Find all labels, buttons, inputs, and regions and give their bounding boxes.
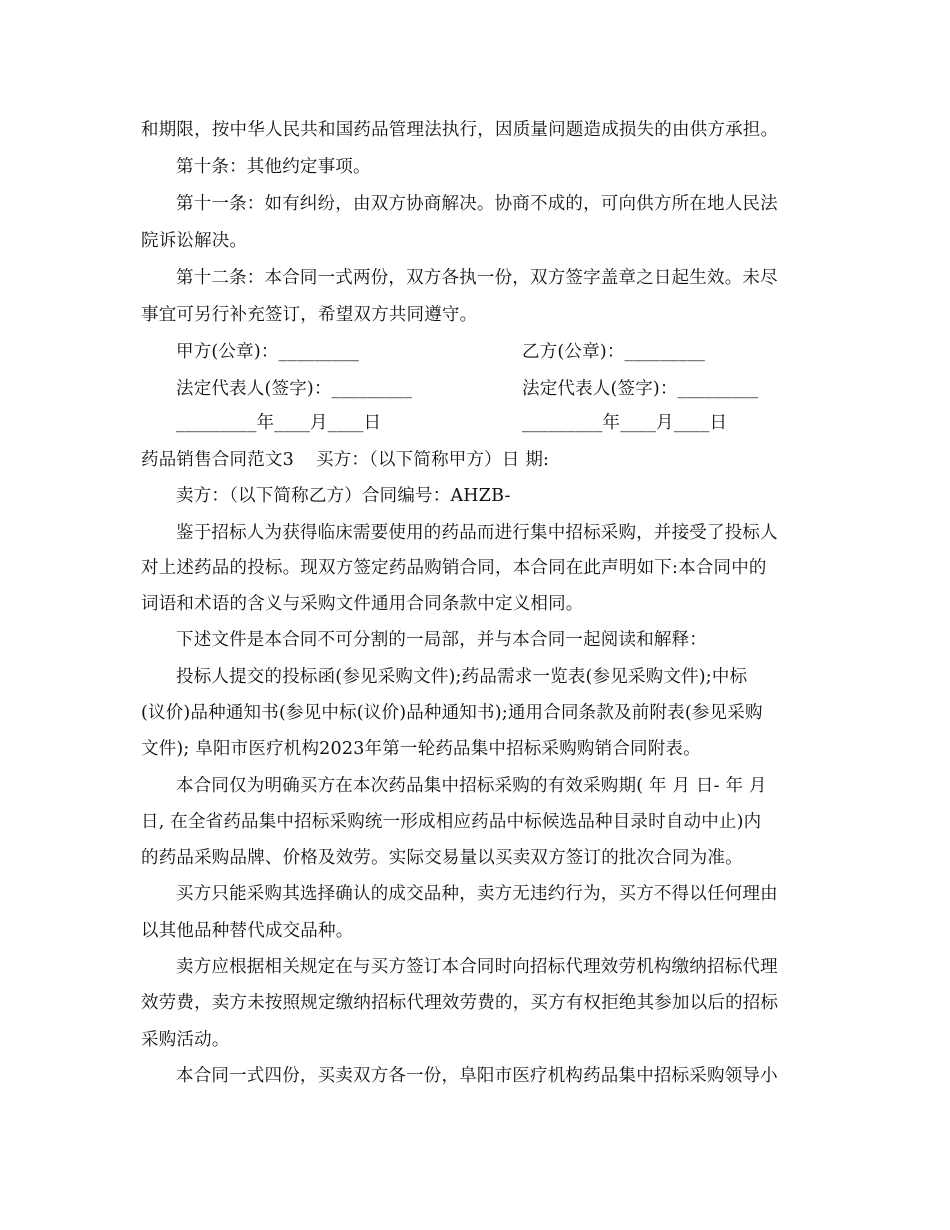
body-line: 买方只能采购其选择确认的成交品种，卖方无违约行为，买方不得以任何理由 xyxy=(176,884,778,904)
body-line: 本合同一式四份，买卖双方各一份，阜阳市医疗机构药品集中招标采购领导小 xyxy=(176,1066,778,1086)
body-line: 投标人提交的投标函(参见采购文件);药品需求一览表(参见采购文件);中标 xyxy=(176,667,748,687)
body-line: (议价)品种通知书(参见中标(议价)品种通知书);通用合同条款及前附表(参见采购 xyxy=(141,703,763,723)
section-3-title: 药品销售合同范文3 xyxy=(141,450,294,470)
body-line: 本合同仅为明确买方在本次药品集中招标采购的有效采购期( 年 月 日- 年 月 xyxy=(176,776,767,796)
party-a-seal: 甲方(公章)：_________ xyxy=(176,342,360,362)
body-line: 卖方应根据相关规定在与买方签订本合同时向招标代理效劳机构缴纳招标代理 xyxy=(176,957,778,977)
party-b-date: _________年____月____日 xyxy=(522,413,728,433)
buyer-line: 买方：（以下简称甲方）日 期: xyxy=(315,450,550,470)
body-line: 的药品采购品牌、价格及效劳。实际交易量以买卖双方签订的批次合同为准。 xyxy=(141,848,743,868)
clause-12: 第十二条：本合同一式两份，双方各执一份，双方签字盖章之日起生效。未尽 xyxy=(176,268,778,288)
body-line: 以其他品种替代成交品种。 xyxy=(141,921,354,941)
body-line: 词语和术语的含义与采购文件通用合同条款中定义相同。 xyxy=(141,594,584,614)
body-line: 效劳费，卖方未按照规定缴纳招标代理效劳费的，买方有权拒绝其参加以后的招标 xyxy=(141,993,779,1013)
body-line: 日, 在全省药品集中招标采购统一形成相应药品中标候选品种目录时自动中止)内 xyxy=(141,812,762,832)
paragraph-line: 和期限，按中华人民共和国药品管理法执行，因质量问题造成损失的由供方承担。 xyxy=(141,120,779,140)
body-line: 下述文件是本合同不可分割的一局部，并与本合同一起阅读和解释： xyxy=(176,630,707,650)
seller-line: 卖方：（以下简称乙方）合同编号：AHZB- xyxy=(176,486,511,506)
clause-11: 第十一条：如有纠纷，由双方协商解决。协商不成的，可向供方所在地人民法 xyxy=(176,194,778,214)
party-b-seal: 乙方(公章)：_________ xyxy=(522,342,706,362)
body-line: 对上述药品的投标。现双方签定药品购销合同，本合同在此声明如下:本合同中的 xyxy=(141,558,767,578)
body-line: 鉴于招标人为获得临床需要使用的药品而进行集中招标采购，并接受了投标人 xyxy=(176,523,778,543)
paragraph-line: 事宜可另行补充签订，希望双方共同遵守。 xyxy=(141,305,478,325)
paragraph-line: 院诉讼解决。 xyxy=(141,231,248,251)
clause-10: 第十条：其他约定事项。 xyxy=(176,157,371,177)
section-3-heading xyxy=(141,449,549,471)
body-line: 采购活动。 xyxy=(141,1030,230,1050)
party-a-date: _________年____月____日 xyxy=(176,413,382,433)
party-b-representative: 法定代表人(签字)：_________ xyxy=(522,379,759,399)
party-a-representative: 法定代表人(签字)：_________ xyxy=(176,379,413,399)
body-line: 文件); 阜阳市医疗机构2023年第一轮药品集中招标采购购销合同附表。 xyxy=(141,739,701,759)
